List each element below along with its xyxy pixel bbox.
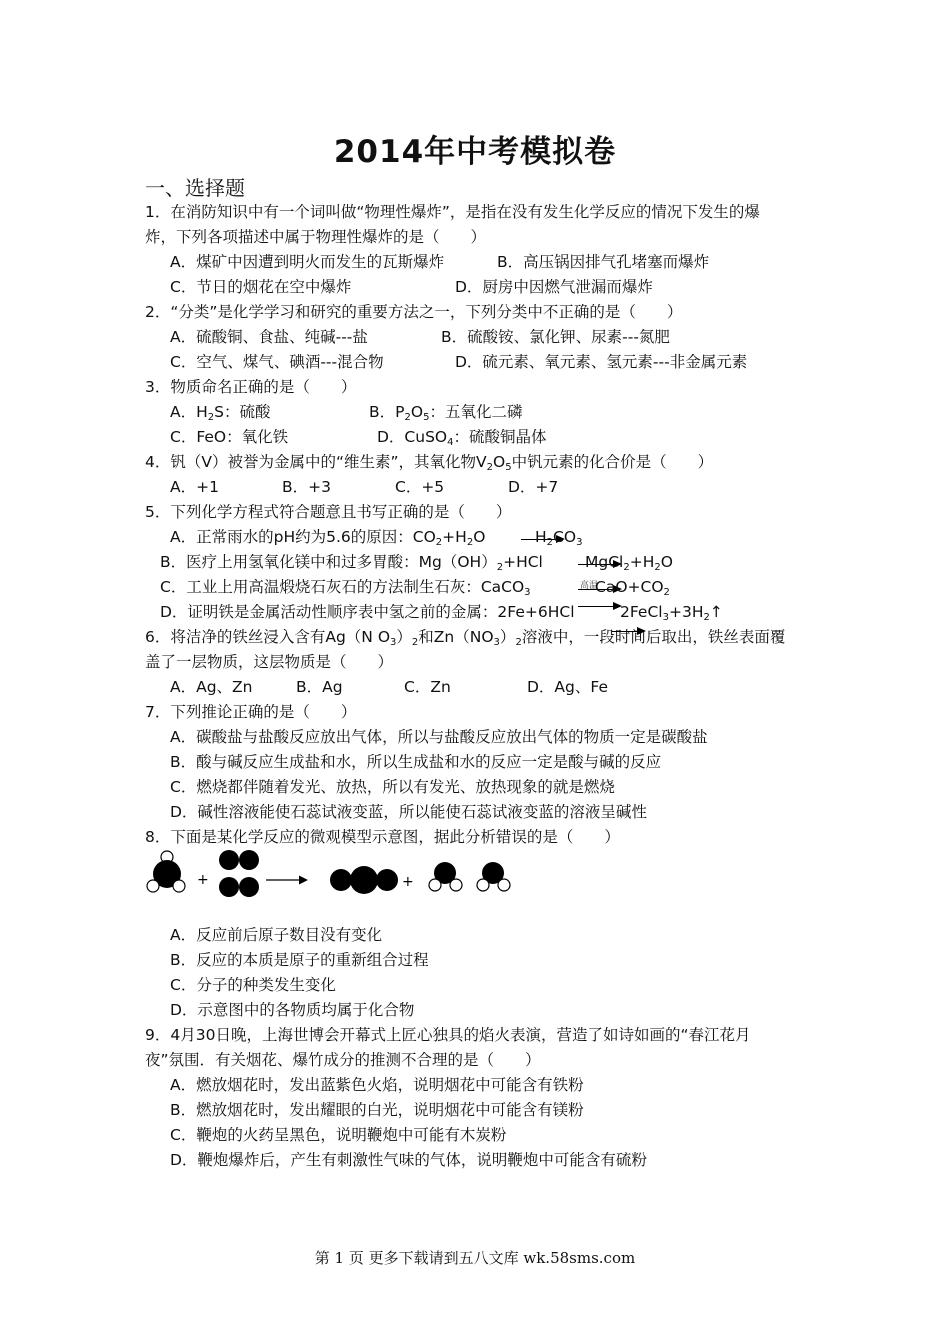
q5-option-b-product: $MgCl_2+H_2O$ <box>585 553 673 573</box>
q2-option-c: C．空气、煤气、碘酒---混合物 <box>170 353 384 371</box>
q5-option-c-reactants: C．工业上用高温煅烧石灰石的方法制生石灰：CaCO$_3$ <box>160 578 531 598</box>
q9-option-c: C．鞭炮的火药呈黑色，说明鞭炮中可能有木炭粉 <box>170 1126 507 1144</box>
q4-option-d: D．+7 <box>508 478 559 496</box>
q5-stem: 5．下列化学方程式符合题意且书写正确的是（ ） <box>145 503 512 521</box>
q6-option-c: C．Zn <box>404 678 451 696</box>
q9-option-b: B．燃放烟花时，发出耀眼的白光，说明烟花中可能含有镁粉 <box>170 1101 584 1119</box>
q7-option-b: B．酸与碱反应生成盐和水，所以生成盐和水的反应一定是酸与碱的反应 <box>170 753 662 771</box>
plus-sign-2: + <box>402 874 414 890</box>
q2-option-a: A．硫酸铜、食盐、纯碱---盐 <box>170 328 368 346</box>
q1-option-d: D．厨房中因燃气泄漏而爆炸 <box>455 278 653 296</box>
q9-stem-line2: 夜”氛围．有关烟花、爆竹成分的推测不合理的是（ ） <box>145 1051 541 1069</box>
reactant-molecule-1 <box>147 851 185 892</box>
q9-option-a: A．燃放烟花时，发出蓝紫色火焰，说明烟花中可能含有铁粉 <box>170 1076 584 1094</box>
q2-option-b: B．硫酸铵、氯化钾、尿素---氮肥 <box>441 328 670 346</box>
q6-option-d: D．Ag、Fe <box>527 678 608 696</box>
q4-option-a: A．+1 <box>170 478 219 496</box>
q3-stem: 3．物质命名正确的是（ ） <box>145 378 357 396</box>
q4-option-c: C．+5 <box>395 478 445 496</box>
q4-option-b: B．+3 <box>282 478 331 496</box>
q7-option-d: D．碱性溶液能使石蕊试液变蓝，所以能使石蕊试液变蓝的溶液呈碱性 <box>170 803 647 821</box>
q1-stem-line2: 炸，下列各项描述中属于物理性爆炸的是（ ） <box>145 228 487 246</box>
q3-option-b: B．$P_2O_5$：五氧化二磷 <box>369 403 523 423</box>
q7-option-a: A．碳酸盐与盐酸反应放出气体，所以与盐酸反应放出气体的物质一定是碳酸盐 <box>170 728 708 746</box>
q2-option-d: D．硫元素、氧元素、氢元素---非金属元素 <box>455 353 748 371</box>
q6-option-a: A．Ag、Zn <box>170 678 253 696</box>
q8-option-b: B．反应的本质是原子的重新组合过程 <box>170 951 429 969</box>
q1-option-c: C．节日的烟花在空中爆炸 <box>170 278 352 296</box>
q3-option-d: D．CuSO$_4$：硫酸铜晶体 <box>377 428 547 448</box>
q5-option-a-reactants: A．正常雨水的pH约为5.6的原因：$CO_2+H_2O$ <box>170 528 486 548</box>
q6-stem-line2: 盖了一层物质，这层物质是（ ） <box>145 653 394 671</box>
product-molecule-1 <box>330 866 398 894</box>
q6-stem-line1: 6．将洁净的铁丝浸入含有Ag（N $O_3)_2$和$Zn(NO_3)_2$溶液中，一段时间后取出，铁丝表面覆 <box>145 628 786 648</box>
product-molecule-3 <box>477 862 510 891</box>
q4-stem: 4．钒（V）被誉为金属中的“维生素”，其氧化物$V_2O_5$中钒元素的化合价是（ ） <box>145 453 714 473</box>
q5-option-b-reactants: B．医疗上用氢氧化镁中和过多胃酸：$Mg(OH)_2+HCl$ <box>160 553 543 573</box>
q7-option-c: C．燃烧都伴随着发光、放热，所以有发光、放热现象的就是燃烧 <box>170 778 615 796</box>
plus-sign-1: + <box>197 872 209 888</box>
reactant-molecules-2 <box>219 850 259 897</box>
q8-stem: 8．下面是某化学反应的微观模型示意图，据此分析错误的是（ ） <box>145 828 620 846</box>
q5-option-a-product: $H_2CO_3$ <box>535 528 583 548</box>
product-molecule-2 <box>429 862 462 891</box>
reaction-arrow <box>266 876 308 885</box>
q1-stem-line1: 1．在消防知识中有一个词叫做“物理性爆炸”，是指在没有发生化学反应的情况下发生的爆 <box>145 203 760 221</box>
q2-stem: 2．“分类”是化学学习和研究的重要方法之一，下列分类中不正确的是（ ） <box>145 303 683 321</box>
q1-option-a: A．煤矿中因遭到明火而发生的瓦斯爆炸 <box>170 253 445 271</box>
q5-option-d-product: $2FeCl_3+3H_2↑$ <box>620 603 723 623</box>
q3-option-c: C．FeO：氧化铁 <box>170 428 289 446</box>
reaction-micro-model-diagram <box>142 843 522 905</box>
q7-stem: 7．下列推论正确的是（ ） <box>145 703 357 721</box>
q5-option-c-product: $CaO+CO_2$ <box>595 578 670 598</box>
q8-option-c: C．分子的种类发生变化 <box>170 976 336 994</box>
q8-option-a: A．反应前后原子数目没有变化 <box>170 926 383 944</box>
q5-c-condition: 高温 <box>580 581 599 591</box>
page-title: 2014年中考模拟卷 <box>333 134 617 170</box>
q1-option-b: B．高压锅因排气孔堵塞而爆炸 <box>497 253 710 271</box>
q5-d-arrow <box>578 606 620 607</box>
q3-option-a: A．$H_2S$：硫酸 <box>170 403 271 423</box>
q5-option-d-reactants: D．证明铁是金属活动性顺序表中氢之前的金属：2Fe+6HCl <box>160 603 575 621</box>
q5-d-arrow-overlap <box>612 631 644 632</box>
q8-option-d: D．示意图中的各物质均属于化合物 <box>170 1001 415 1019</box>
q6-option-b: B．Ag <box>296 678 343 696</box>
q9-stem-line1: 9．4月30日晚，上海世博会开幕式上匠心独具的焰火表演，营造了如诗如画的“春江花月 <box>145 1026 751 1044</box>
q9-option-d: D．鞭炮爆炸后，产生有刺激性气味的气体，说明鞭炮中可能含有硫粉 <box>170 1151 647 1169</box>
page-footer: 第 1 页 更多下载请到五八文库 wk.58sms.com <box>314 1249 636 1267</box>
section-heading: 一、选择题 <box>145 176 245 200</box>
